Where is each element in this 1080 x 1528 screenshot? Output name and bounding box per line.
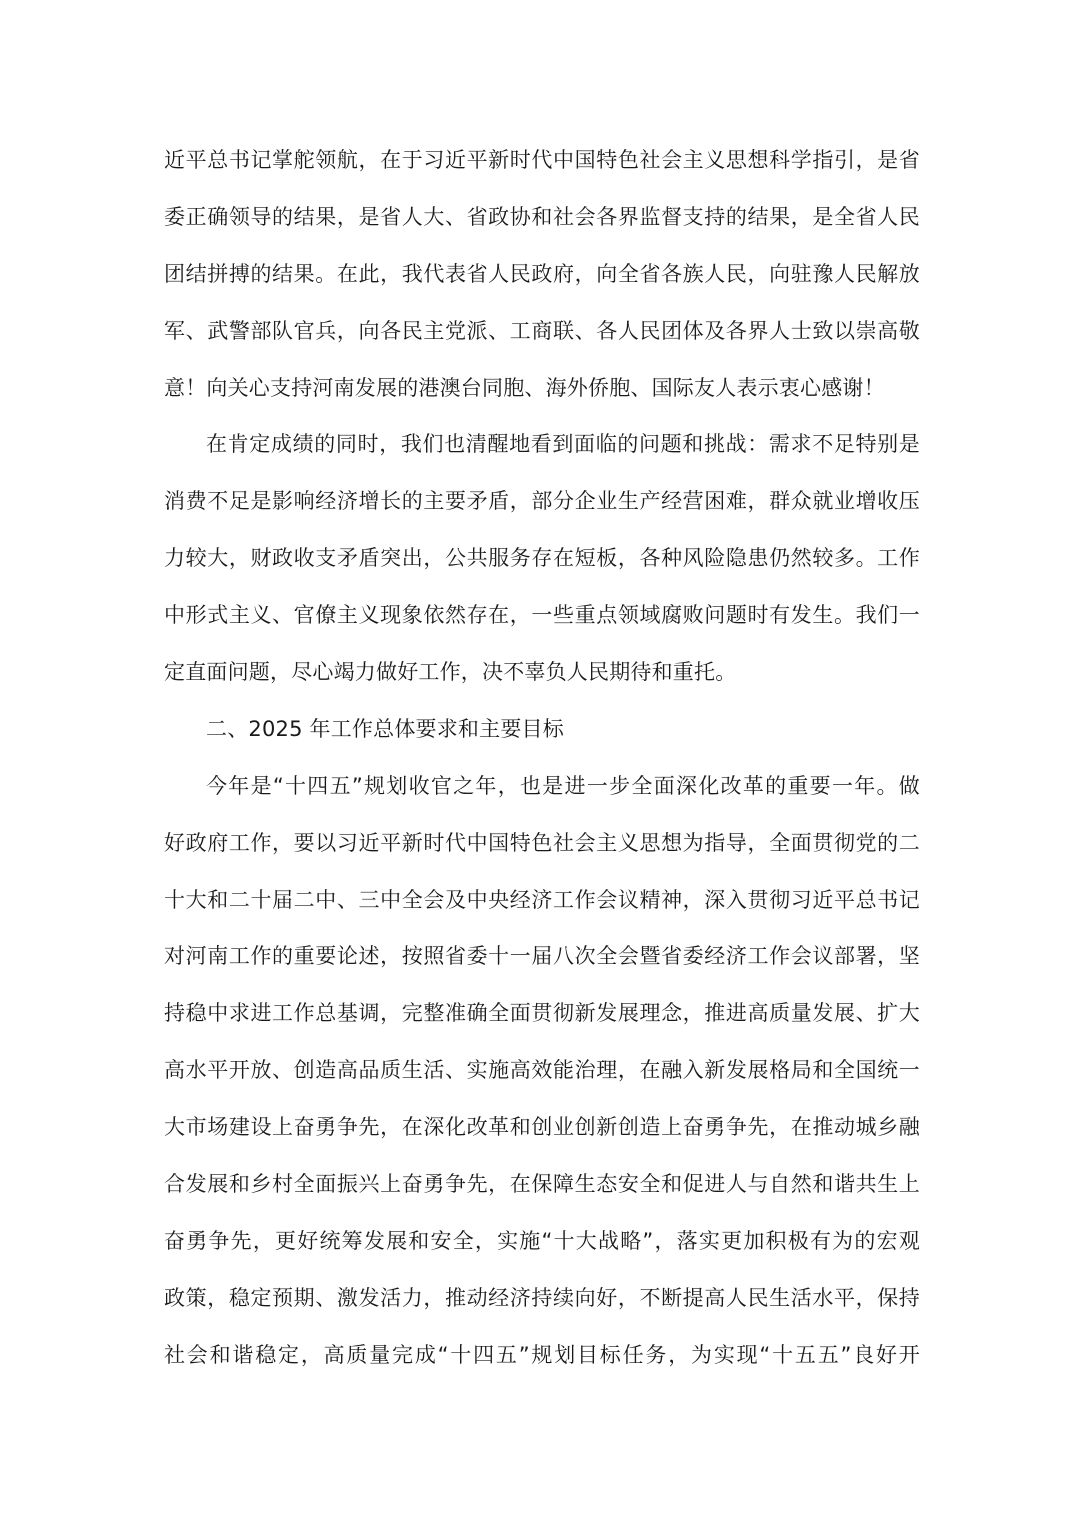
text-line: 近平总书记掌舵领航，在于习近平新时代中国特色社会主义思想科学指引，是省 [164,148,920,172]
text-line: 十大和二十届二中、三中全会及中央经济工作会议精神，深入贯彻习近平总书记 [164,887,920,912]
text-line: 定直面问题，尽心竭力做好工作，决不辜负人民期待和重托。 [164,660,737,685]
text-line: 力较大，财政收支矛盾突出，公共服务存在短板，各种风险隐患仍然较多。工作 [164,546,920,571]
text-line: 合发展和乡村全面振兴上奋勇争先，在保障生态安全和促进人与自然和谐共生上 [164,1172,920,1197]
text-line: 政策，稳定预期、激发活力，推动经济持续向好，不断提高人民生活水平，保持 [164,1285,920,1310]
text-line: 奋勇争先，更好统筹发展和安全，实施“十大战略”，落实更加积极有为的宏观 [164,1228,920,1253]
text-line: 在肯定成绩的同时，我们也清醒地看到面临的问题和挑战：需求不足特别是 [206,432,920,457]
text-line: 社会和谐稳定，高质量完成“十四五”规划目标任务，为实现“十五五”良好开 [164,1342,920,1367]
text-line: 大市场建设上奋勇争先，在深化改革和创业创新创造上奋勇争先，在推动城乡融 [164,1115,920,1140]
body-text [164,132,920,1384]
text-line: 对河南工作的重要论述，按照省委十一届八次全会暨省委经济工作会议部署，坚 [164,944,920,969]
text-line: 持稳中求进工作总基调，完整准确全面贯彻新发展理念，推进高质量发展、扩大 [164,1001,920,1026]
text-line: 今年是“十四五”规划收官之年，也是进一步全面深化改革的重要一年。做 [206,773,920,798]
text-line: 中形式主义、官僚主义现象依然存在，一些重点领域腐败问题时有发生。我们一 [164,603,920,628]
text-line: 高水平开放、创造高品质生活、实施高效能治理，在融入新发展格局和全国统一 [164,1058,920,1083]
text-line: 团结拼搏的结果。在此，我代表省人民政府，向全省各族人民，向驻豫人民解放 [164,261,920,286]
text-line: 意！向关心支持河南发展的港澳台同胞、海外侨胞、国际友人表示衷心感谢！ [164,375,885,400]
text-line: 军、武警部队官兵，向各民主党派、工商联、各人民团体及各界人士致以崇高敬 [164,318,920,343]
text-line: 消费不足是影响经济增长的主要矛盾，部分企业生产经营困难，群众就业增收压 [164,489,920,514]
section-heading: 二、2025 年工作总体要求和主要目标 [206,716,564,741]
text-line: 好政府工作，要以习近平新时代中国特色社会主义思想为指导，全面贯彻党的二 [164,830,920,855]
text-line: 委正确领导的结果，是省人大、省政协和社会各界监督支持的结果，是全省人民 [164,204,920,229]
